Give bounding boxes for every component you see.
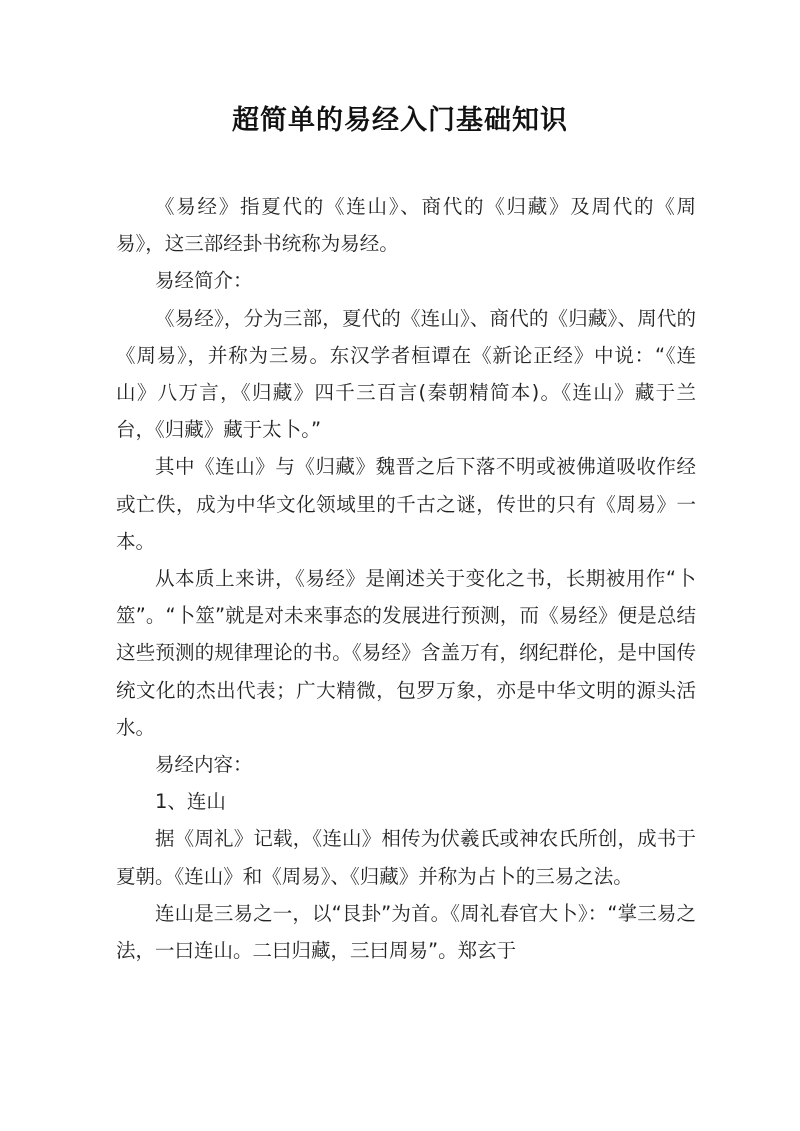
paragraph-intro: 《易经》指夏代的《连山》、商代的《归藏》及周代的《周易》，这三部经卦书统称为易经。 xyxy=(116,195,696,256)
paragraph-lianshan-gen: 连山是三易之一，以“艮卦”为首。《周礼春官大卜》：“掌三易之法，一曰连山。二曰归藏，三曰周易”。郑玄于 xyxy=(116,901,696,963)
paragraph-lost-books: 其中《连山》与《归藏》魏晋之后下落不明或被佛道吸收作经或亡佚，成为中华文化领域里的千古之谜，传世的只有《周易》一本。 xyxy=(116,455,696,553)
document-title: 超简单的易经入门基础知识 xyxy=(232,105,568,136)
paragraph-lianshan-origin: 据《周礼》记载，《连山》相传为伏羲氏或神农氏所创，成书于夏朝。《连山》和《周易》、《归藏》并称为占卜的三易之法。 xyxy=(116,827,696,888)
paragraph-essence: 从本质上来讲，《易经》是阐述关于变化之书，长期被用作“卜筮”。“卜筮”就是对未来事态的发展进行预测，而《易经》便是总结这些预测的规律理论的书。《易经》含盖万有，纲纪群伦，是中国传统文化的杰出代表；广大精微，包罗万象，亦是中华文明的源头活水。 xyxy=(116,567,696,739)
heading-lianshan: 1、连山 xyxy=(155,790,226,814)
heading-overview: 易经简介： xyxy=(155,269,253,293)
document-body xyxy=(116,188,696,969)
heading-contents: 易经内容： xyxy=(155,753,253,777)
paragraph-three-yi: 《易经》，分为三部，夏代的《连山》、商代的《归藏》、周代的《周易》，并称为三易。东汉学者桓谭在《新论正经》中说：“《连山》八万言，《归藏》四千三百言(秦朝精简本)。《连山》藏于兰台，《归藏》藏于太卜。” xyxy=(116,306,696,442)
